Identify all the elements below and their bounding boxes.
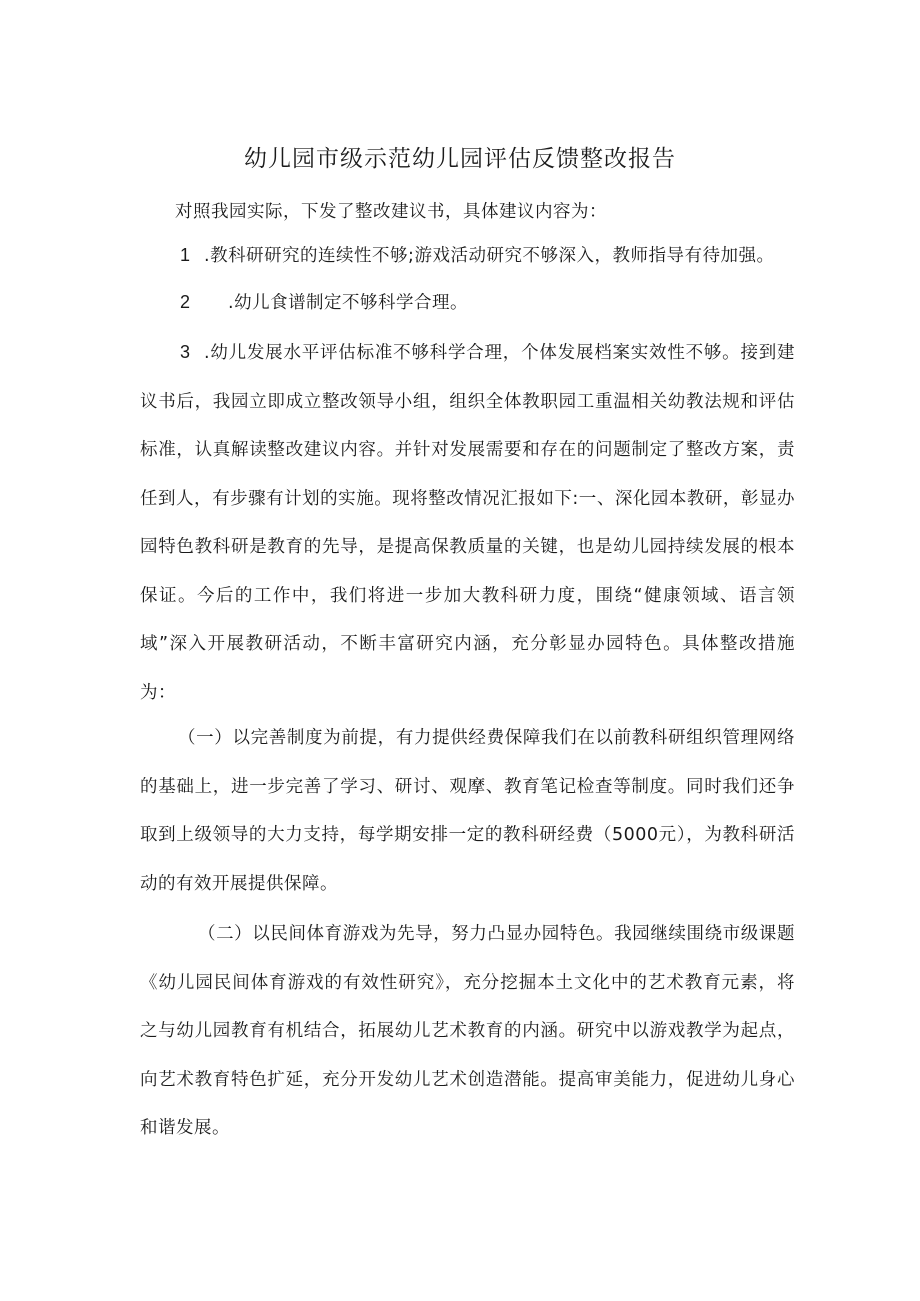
list-item-number: 1 <box>180 245 191 265</box>
list-item <box>180 231 800 281</box>
measure-paragraph: （二）以民间体育游戏为先导，努力凸显办园特色。我园继续围绕市级课题《幼儿园民间体育游戏的有效性研究》，充分挖掘本土文化中的艺术教育元素，将之与幼儿园教育有机结合，拓展幼儿艺术教育的内涵。研究中以游戏教学为起点，向艺术教育特色扩延，充分开发幼儿艺术创造潜能。提高审美能力，促进幼儿身心和谐发展。 <box>140 924 795 1138</box>
list-item-number: 3 <box>180 342 191 362</box>
intro-paragraph: 对照我园实际，下发了整改建议书，具体建议内容为： <box>175 202 607 222</box>
document-title: 幼儿园市级示范幼儿园评估反馈整改报告 <box>244 146 676 172</box>
list-item <box>140 328 795 717</box>
list-item-text: .教科研研究的连续性不够;游戏活动研究不够深入，教师指导有待加强。 <box>204 246 775 266</box>
list-item-number: 2 <box>180 292 191 312</box>
list-item-text: .幼儿发展水平评估标准不够科学合理，个体发展档案实效性不够。接到建议书后，我园立即成立整改领导小组，组织全体教职园工重温相关幼教法规和评估标准，认真解读整改建议内容。并针对发展需要和存在的问题制定了整改方案，责任到人，有步骤有计划的实施。现将整改情况汇报如下:一、深化园本教研，彰显办园特色教科研是教育的先导，是提高保教质量的关键，也是幼儿园持续发展的根本保证。今后的工作中，我们将进一步加大教科研力度，围绕“健康领域、语言领域”深入开展教研活动，不断丰富研究内涵，充分彰显办园特色。具体整改措施为： <box>140 343 795 703</box>
measure-paragraph: （一）以完善制度为前提，有力提供经费保障我们在以前教科研组织管理网络的基础上，进一步完善了学习、研讨、观摩、教育笔记检查等制度。同时我们还争取到上级领导的大力支持，每学期安排一定的教科研经费（5000元），为教科研活动的有效开展提供保障。 <box>140 728 795 894</box>
list-item <box>180 278 800 328</box>
list-item-text: .幼儿食谱制定不够科学合理。 <box>228 293 469 313</box>
